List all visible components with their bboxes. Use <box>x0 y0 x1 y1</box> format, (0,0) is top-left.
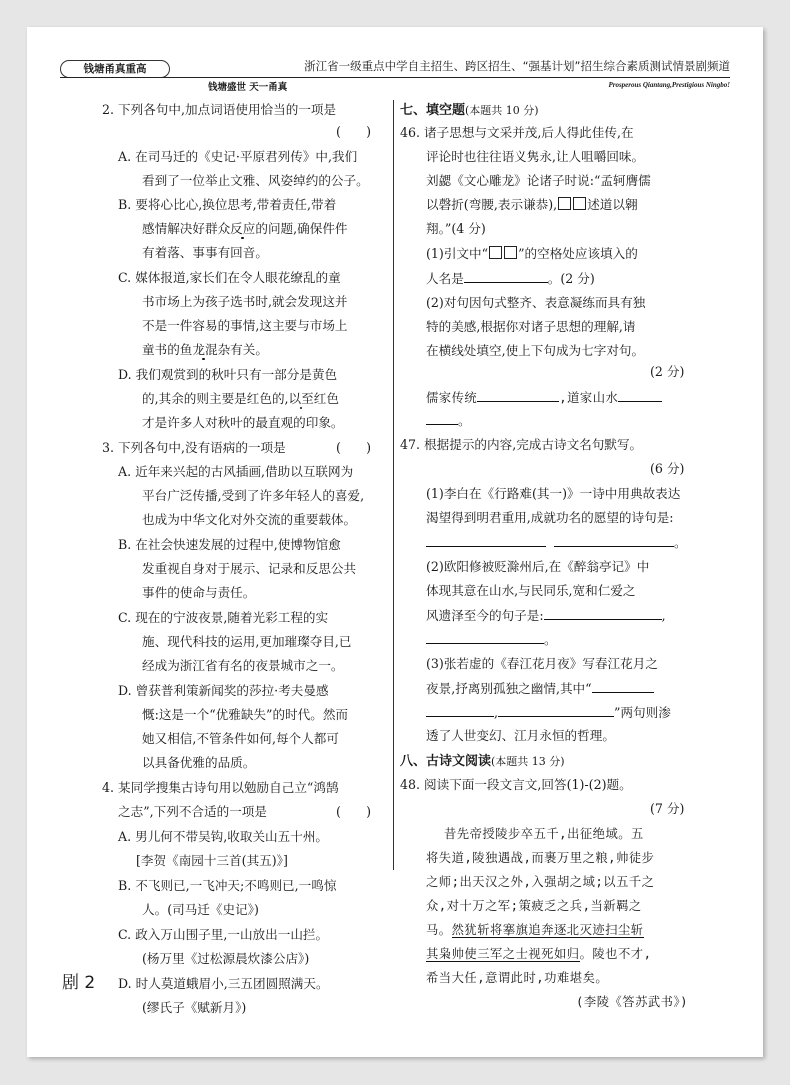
q48-passage-source: (李陵《答苏武书》) <box>576 995 689 1009</box>
q47-sub2-line4 <box>426 629 557 649</box>
section-note: (本题共 13 分) <box>491 755 565 768</box>
q47-stem: 47. 根据提示的内容,完成古诗文名句默写。 <box>400 437 643 452</box>
q2-option-c-line4 <box>142 340 268 360</box>
answer-blank[interactable] <box>618 387 662 402</box>
blank-box <box>504 246 517 259</box>
q46-sub2-line1: (2)对句因句式整齐、表意凝练而具有独 <box>426 295 646 310</box>
q4-option-a-line2: [李贺《南园十三首(其五)》] <box>136 853 288 868</box>
q2-option-c-line1: C. 媒体报道,家长们在令人眼花缭乱的童 <box>118 270 341 285</box>
q2-option-b-line3: 有着落、事事有回音。 <box>142 245 268 260</box>
q2-stem: 2. 下列各句中,加点词语使用恰当的一项是 <box>102 102 337 117</box>
q3-option-c-line1: C. 现在的宁波夜景,随着光彩工程的实 <box>118 610 329 625</box>
section-title: 八、古诗文阅读 <box>400 754 492 769</box>
q47-sub1-line2: 渴望得到明君重用,成就功名的愿望的诗句是: <box>426 510 674 525</box>
q47-sub3-line2 <box>426 678 654 698</box>
q2-option-a-line1: A. 在司马迁的《史记·平原君列传》中,我们 <box>118 149 358 164</box>
q46-sub1-line2 <box>426 268 595 288</box>
header-title: 浙江省一级重点中学自主招生、跨区招生、“强基计划”招生综合素质测试情景剧频道 <box>304 59 730 73</box>
q2-option-d-line1: D. 我们观赏到的秋叶只有一部分是黄色 <box>118 367 338 382</box>
column-divider <box>393 100 394 870</box>
q46-sub2-score: (2 分) <box>650 364 685 379</box>
q3-option-b-line2: 发重视自身对于展示、记录和反思公共 <box>142 561 357 576</box>
q3-option-d-line3: 她又相信,不管条件如何,每个人都可 <box>142 731 339 746</box>
header-slogan: 钱塘盛世 天一甬真 <box>208 82 288 93</box>
text: 。陵也不才, <box>579 947 652 961</box>
q3-option-b-line3: 事件的使命与责任。 <box>142 585 256 600</box>
q48-score: (7 分) <box>650 801 685 816</box>
text: 的问题,确保件件 <box>255 221 348 236</box>
text: 儒家传统 <box>426 391 478 405</box>
q4-option-b-line2: 人。(司马迁《史记》) <box>142 902 259 917</box>
header-slogan-english: Prosperous Qiantang,Prestigious Ningbo! <box>608 81 730 89</box>
q3-option-a-line3: 也成为中华文化对外交流的重要载体。 <box>142 512 357 527</box>
q3-option-d-line1: D. 曾获普利策新闻奖的莎拉·考夫曼感 <box>118 683 329 698</box>
page-number: 剧 2 <box>62 973 96 993</box>
underlined-sentence: 然犹斩将搴旗追奔逐北灭迹扫尘斩 <box>451 923 644 937</box>
answer-blank[interactable] <box>426 532 546 547</box>
q4-option-b-line1: B. 不飞则已,一飞冲天;不鸣则已,一鸣惊 <box>118 878 337 893</box>
text: ”两句则渗 <box>614 705 671 720</box>
q46-sub2-line2: 特的美感,根据你对诸子思想的理解,请 <box>426 319 636 334</box>
q2-answer-paren: ( ) <box>336 124 372 139</box>
blank-box <box>489 246 502 259</box>
text: ”的空格处应该填入的 <box>518 246 638 261</box>
q4-option-c-line1: C. 政入万山围子里,一山放出一山拦。 <box>118 927 329 942</box>
q4-option-d-line1: D. 时人莫道蛾眉小,三五团圆照满天。 <box>118 976 329 991</box>
q2-option-a-line2: 看到了一位举止文雅、风姿绰约的公子。 <box>142 173 369 188</box>
q3-option-c-line2: 施、现代科技的运用,更加璀璨夺目,已 <box>142 634 352 649</box>
answer-blank[interactable] <box>426 629 544 644</box>
text: , <box>494 705 499 720</box>
q4-option-c-line2: (杨万里《过松源晨炊漆公店》) <box>142 951 310 966</box>
q3-option-a-line2: 平台广泛传播,受到了许多年轻人的喜爱, <box>142 488 365 503</box>
section-title: 七、填空题 <box>400 103 466 118</box>
q47-sub1-line3 <box>426 532 687 552</box>
answer-blank[interactable] <box>554 532 674 547</box>
q47-sub3-line4: 透了人世变幻、江月永恒的哲理。 <box>426 728 615 743</box>
q2-option-c-line2: 书市场上为孩子选书时,就会发现这并 <box>142 294 348 309</box>
page-header <box>60 60 730 94</box>
q3-option-d-line2: 慨:这是一个“优雅缺失”的时代。然而 <box>142 707 349 722</box>
q2-option-d-line2 <box>142 389 339 409</box>
answer-blank[interactable] <box>498 702 614 717</box>
q47-score: (6 分) <box>650 461 685 476</box>
q4-answer-paren: ( ) <box>336 804 372 819</box>
answer-blank[interactable] <box>426 410 458 425</box>
text: 以磬折(弯腰,表示谦恭), <box>426 197 558 212</box>
section-8-heading <box>400 751 565 771</box>
q46-sub2-line3: 在横线处填空,使上下句成为七字对句。 <box>426 343 645 358</box>
dotted-word: 鱼龙混杂 <box>179 342 231 357</box>
series-badge: 钱塘甬真重高 <box>60 60 170 78</box>
q48-passage-line3: 之师;出天汉之外,入强胡之域;以五千之 <box>426 875 655 889</box>
q4-option-a-line1: A. 男儿何不带吴钩,收取关山五十州。 <box>118 829 329 844</box>
q46-line2: 评论时也往往语义隽永,让人咀嚼回味。 <box>426 149 645 164</box>
q3-option-b-line1: B. 在社会快速发展的过程中,使博物馆愈 <box>118 537 341 552</box>
answer-blank[interactable] <box>544 605 662 620</box>
text: 。 <box>674 535 687 550</box>
q46-sub2-answer-line2 <box>426 410 471 430</box>
q46-sub2-answer-line <box>426 387 662 407</box>
answer-blank[interactable] <box>592 678 654 693</box>
blank-box <box>558 197 571 210</box>
q2-option-b-line2 <box>142 219 348 239</box>
header-rule <box>60 77 730 78</box>
q48-passage-line7: 希当大任,意谓此时,功难堪矣。 <box>426 971 609 985</box>
text: 。 <box>458 413 471 428</box>
text: 有关。 <box>230 342 268 357</box>
text: ,道家山水 <box>559 391 619 405</box>
q48-passage-line5 <box>426 920 644 940</box>
text: 的,其余的则主要是红色的, <box>142 391 289 406</box>
q48-passage-line6 <box>426 944 651 964</box>
q47-sub3-line1: (3)张若虚的《春江花月夜》写春江花月之 <box>426 656 658 671</box>
q47-sub3-line3 <box>426 702 671 722</box>
text: 童书的 <box>142 342 180 357</box>
dotted-word: 反应 <box>230 221 256 236</box>
text: 。 <box>544 632 557 647</box>
dotted-word: 以至 <box>288 391 314 406</box>
section-note: (本题共 10 分) <box>465 104 539 117</box>
q47-sub1-line1: (1)李白在《行路难(其一)》一诗中用典故表达 <box>426 486 681 501</box>
q48-passage-line4: 众,对十万之军;策疲乏之兵,当新羁之 <box>426 899 642 913</box>
q48-passage-line1: 昔先帝授陵步卒五千,出征绝域。五 <box>444 827 644 841</box>
text: , <box>661 608 666 623</box>
text: 感情解决好群众 <box>142 221 231 236</box>
q2-option-d-line3: 才是许多人对秋叶的最直观的印象。 <box>142 415 344 430</box>
q2-option-c-line3: 不是一件容易的事情,这主要与市场上 <box>142 318 348 333</box>
text: 人名是 <box>426 271 464 286</box>
text: 马。 <box>426 923 452 937</box>
q3-stem: 3. 下列各句中,没有语病的一项是 <box>102 440 286 455</box>
q46-line4 <box>426 195 638 215</box>
answer-blank[interactable] <box>477 387 559 402</box>
answer-blank[interactable] <box>426 702 494 717</box>
answer-blank[interactable] <box>464 268 548 283</box>
text: 述道以翱 <box>587 197 638 212</box>
text: 风遗泽至今的句子是: <box>426 608 544 623</box>
q3-option-a-line1: A. 近年来兴起的古风插画,借助以互联网为 <box>118 464 354 479</box>
text: 红色 <box>313 391 339 406</box>
q48-passage-line2: 将失道,陵独遇战,而裹万里之粮,帅徒步 <box>426 851 655 865</box>
text: (1)引文中“ <box>426 246 489 261</box>
q48-stem: 48. 阅读下面一段文言文,回答(1)-(2)题。 <box>400 777 632 792</box>
section-7-heading <box>400 100 539 120</box>
text: 。(2 分) <box>547 271 595 286</box>
text: 夜景,抒离别孤独之幽情,其中“ <box>426 681 592 696</box>
q4-stem-line1: 4. 某同学搜集古诗句用以勉励自己立“鸿鹄 <box>102 780 339 795</box>
q46-line1: 46. 诸子思想与文采并茂,后人得此佳传,在 <box>400 125 634 140</box>
q3-option-c-line3: 经成为浙江省有名的夜景城市之一。 <box>142 658 344 673</box>
q47-sub2-line2: 体现其意在山水,与民同乐,宽和仁爱之 <box>426 583 636 598</box>
q3-option-d-line4: 以具备优雅的品质。 <box>142 755 256 770</box>
q46-sub1-line1 <box>426 244 638 264</box>
q46-line3: 刘勰《文心雕龙》论诸子时说:“孟轲膺儒 <box>426 173 651 188</box>
q2-option-b-line1: B. 要将心比心,换位思考,带着责任,带着 <box>118 197 337 212</box>
q47-sub2-line3 <box>426 605 666 625</box>
q46-line5: 翔。”(4 分) <box>426 221 486 236</box>
q47-sub2-line1: (2)欧阳修被贬滁州后,在《醉翁亭记》中 <box>426 559 650 574</box>
q4-option-d-line2: (缪氏子《赋新月》) <box>142 1000 247 1015</box>
q4-stem-line2: 之志”,下列不合适的一项是 <box>118 804 267 819</box>
underlined-sentence: 其枭帅使三军之士视死如归 <box>426 947 580 961</box>
blank-box <box>573 197 586 210</box>
q3-answer-paren: ( ) <box>336 440 372 455</box>
